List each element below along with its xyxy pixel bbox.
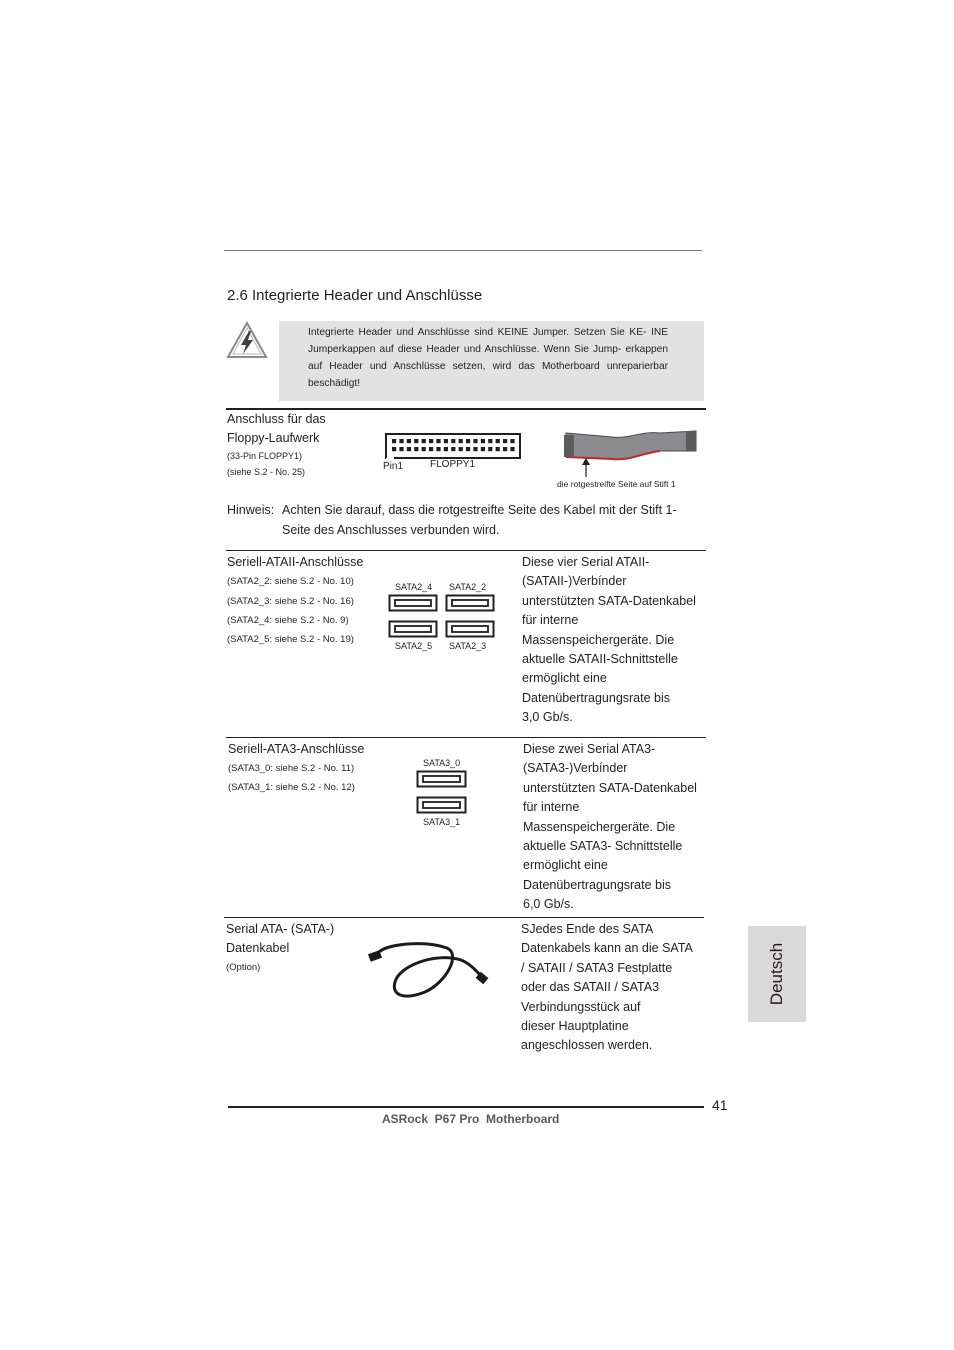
sata3-0-label: SATA3_0 — [423, 758, 461, 768]
cable-rule — [224, 917, 704, 918]
floppy-cable-image — [560, 427, 700, 479]
sata2-ref-3: (SATA2_4: siehe S.2 - No. 9) — [227, 615, 349, 626]
cable-desc: SJedes Ende des SATA Datenkabels kann an die SATA / SATAII / SATA3 Festplatte oder das SATAII / SATA3 Verbindungsstück auf dieser Hauptplatine angeschlossen werden. — [521, 922, 693, 1053]
floppy-pin1-label: Pin1 — [383, 461, 404, 472]
sata2-rule — [226, 550, 706, 551]
cable-option: (Option) — [226, 962, 261, 973]
warning-text: Integrierte Header und Anschlüsse sind KEINE Jumper. Setzen Sie KE- INE Jumperkappen auf diese Header und Anschlüsse. Wenn Sie Jump- erkappen auf Header und Anschlüsse setzen, wird das Motherboard unreparierbar beschädigt! — [308, 327, 668, 389]
page-number: 41 — [712, 1097, 728, 1113]
sata3-port-diagram — [416, 770, 470, 816]
floppy-note-line1: Achten Sie darauf, dass die rotgestreifte Seite des Kabel mit der Stift 1- — [282, 503, 677, 517]
floppy-sub-1: (33-Pin FLOPPY1) — [227, 451, 303, 461]
sata2-ref-4: (SATA2_5: siehe S.2 - No. 19) — [227, 634, 354, 645]
sata2-5-label: SATA2_5 — [395, 641, 433, 651]
floppy-note-line2: Seite des Anschlusses verbunden wird. — [282, 523, 500, 537]
floppy-note-label: Hinweis: — [227, 503, 275, 517]
sata2-3-label: SATA2_3 — [449, 641, 487, 651]
warning-icon — [226, 321, 268, 361]
language-tab: Deutsch — [748, 926, 806, 1022]
top-rule — [224, 250, 702, 251]
sata3-ref-2: (SATA3_1: siehe S.2 - No. 12) — [228, 782, 355, 793]
sata3-title: Seriell-ATA3-Anschlüsse — [228, 742, 365, 756]
floppy-header-diagram — [384, 432, 524, 462]
sata2-ref-1: (SATA2_2: siehe S.2 - No. 10) — [227, 576, 354, 587]
footer-rule — [228, 1106, 704, 1108]
floppy-cable-caption: die rotgestreifte Seite auf Stift 1 — [557, 479, 676, 489]
floppy-title-2: Floppy-Laufwerk — [227, 431, 320, 445]
footer-text: ASRock P67 Pro Motherboard — [382, 1112, 560, 1126]
cable-title-2: Datenkabel — [226, 941, 290, 955]
sata2-port-diagram — [388, 594, 498, 638]
cable-title-1: Serial ATA- (SATA-) — [226, 922, 335, 936]
floppy-sub-2: (siehe S.2 - No. 25) — [227, 467, 306, 477]
sata2-ref-2: (SATA2_3: siehe S.2 - No. 16) — [227, 596, 354, 607]
sata2-2-label: SATA2_2 — [449, 582, 487, 592]
sata2-4-label: SATA2_4 — [395, 582, 433, 592]
sata2-desc: Diese vier Serial ATAII- (SATAII-)Verbínder unterstützten SATA-Datenkabel für interne Massenspeichergeräte. Die aktuelle SATAII-Schnittstelle ermöglicht eine Datenübertragungsrate bis 3,0 Gb/s. — [522, 555, 696, 725]
sata3-1-label: SATA3_1 — [423, 817, 461, 827]
sata3-ref-1: (SATA3_0: siehe S.2 - No. 11) — [228, 763, 355, 774]
floppy-header-label: FLOPPY1 — [430, 459, 476, 470]
section-title: 2.6 Integrierte Header und Anschlüsse — [227, 287, 483, 304]
sata3-desc: Diese zwei Serial ATA3- (SATA3-)Verbínder unterstützten SATA-Datenkabel für interne Massenspeichergeräte. Die aktuelle SATA3- Schnittstelle ermöglicht eine Datenübertragungsrate bis 6,0 Gb/s. — [523, 742, 697, 912]
sata3-rule — [226, 737, 706, 738]
floppy-title-1: Anschluss für das — [227, 412, 326, 426]
sata-cable-image — [365, 938, 491, 1000]
sata2-title: Seriell-ATAII-Anschlüsse — [227, 555, 364, 569]
